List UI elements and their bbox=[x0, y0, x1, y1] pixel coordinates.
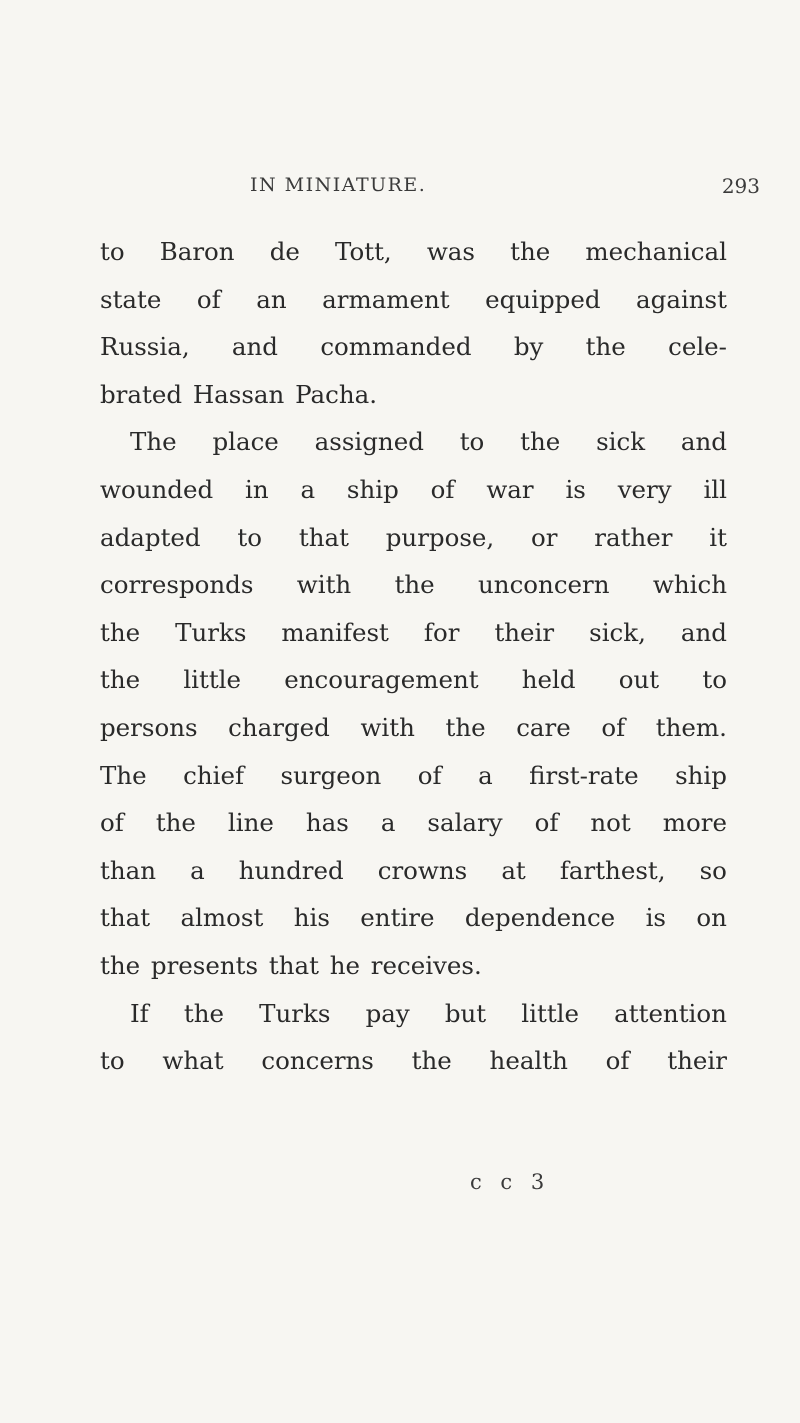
page-header bbox=[100, 174, 760, 214]
signature-mark: c c 3 bbox=[470, 1170, 551, 1194]
word: almost bbox=[180, 903, 264, 933]
text-line: brated Hassan Pacha. bbox=[100, 379, 377, 409]
word: the bbox=[100, 617, 141, 647]
word: attention bbox=[614, 998, 727, 1028]
word: the bbox=[585, 332, 626, 362]
word: The bbox=[100, 760, 147, 790]
word: the bbox=[445, 712, 486, 742]
word: pay bbox=[365, 998, 410, 1028]
word: of bbox=[417, 760, 442, 790]
word: first-rate bbox=[529, 760, 639, 790]
word: and bbox=[231, 332, 278, 362]
word: that bbox=[298, 522, 349, 552]
word: de bbox=[269, 237, 300, 266]
word: out bbox=[618, 665, 660, 695]
word: Baron bbox=[159, 237, 235, 266]
word: chief bbox=[183, 760, 245, 790]
word: has bbox=[305, 808, 349, 838]
word: of bbox=[534, 808, 559, 838]
word: not bbox=[590, 808, 631, 838]
word: armament bbox=[322, 284, 450, 314]
word: which bbox=[652, 570, 727, 600]
text-line bbox=[100, 514, 727, 562]
text-line bbox=[100, 656, 727, 704]
word: his bbox=[293, 903, 330, 933]
word: farthest, bbox=[559, 855, 666, 885]
word: more bbox=[662, 808, 727, 838]
text-line bbox=[100, 799, 727, 847]
text-line bbox=[100, 894, 727, 942]
word: If bbox=[130, 998, 149, 1028]
word: charged bbox=[228, 712, 330, 742]
word: Russia, bbox=[100, 332, 190, 362]
word: Tott, bbox=[335, 237, 392, 266]
word: the bbox=[100, 665, 141, 695]
word: state bbox=[100, 284, 162, 314]
word: the bbox=[510, 237, 551, 266]
word: for bbox=[423, 617, 460, 647]
text-line bbox=[100, 466, 727, 514]
word: a bbox=[300, 474, 316, 504]
word: to bbox=[459, 427, 485, 457]
running-head: IN MINIATURE. bbox=[250, 174, 427, 196]
word: the bbox=[183, 998, 225, 1028]
word: manifest bbox=[281, 617, 389, 647]
word: corresponds bbox=[100, 570, 254, 600]
text-line bbox=[100, 609, 727, 657]
text-line: the presents that he receives. bbox=[100, 950, 482, 980]
word: line bbox=[227, 808, 274, 838]
text-line bbox=[100, 752, 727, 800]
word: concerns bbox=[261, 1046, 374, 1076]
word: the bbox=[394, 570, 435, 600]
word: their bbox=[494, 617, 555, 647]
word: of bbox=[605, 1046, 630, 1076]
text-line bbox=[100, 228, 727, 276]
word: is bbox=[645, 903, 666, 933]
word: little bbox=[521, 998, 579, 1028]
word: is bbox=[565, 474, 586, 504]
word: to bbox=[702, 665, 727, 695]
word: Turks bbox=[175, 617, 247, 647]
word: ship bbox=[346, 474, 399, 504]
word: so bbox=[699, 855, 727, 885]
word: little bbox=[183, 665, 242, 695]
word: care bbox=[516, 712, 571, 742]
text-line bbox=[100, 561, 727, 609]
word: to bbox=[100, 237, 125, 266]
word: and bbox=[680, 617, 727, 647]
word: an bbox=[256, 284, 287, 314]
word: ship bbox=[675, 760, 727, 790]
word: The bbox=[130, 427, 177, 457]
word: purpose, bbox=[385, 522, 495, 552]
word: encouragement bbox=[284, 665, 479, 695]
word: crowns bbox=[377, 855, 468, 885]
word: against bbox=[636, 284, 727, 314]
word: with bbox=[296, 570, 352, 600]
word: but bbox=[444, 998, 487, 1028]
word: of bbox=[100, 808, 124, 838]
text-line bbox=[100, 847, 727, 895]
word: to bbox=[237, 522, 263, 552]
word: ill bbox=[703, 474, 727, 504]
page-number: 293 bbox=[721, 174, 760, 198]
word: place bbox=[212, 427, 279, 457]
body-text bbox=[100, 228, 727, 1085]
word: it bbox=[709, 522, 727, 552]
paragraph-start-line bbox=[100, 990, 727, 1038]
word: entire bbox=[360, 903, 435, 933]
word: that bbox=[100, 903, 151, 933]
word: with bbox=[360, 712, 415, 742]
word: them. bbox=[655, 712, 727, 742]
word: hundred bbox=[238, 855, 344, 885]
word: of bbox=[601, 712, 626, 742]
word: mechanical bbox=[585, 237, 727, 266]
word: the bbox=[155, 808, 196, 838]
word: commanded bbox=[320, 332, 472, 362]
word: of bbox=[196, 284, 221, 314]
word: their bbox=[667, 1046, 727, 1076]
word: and bbox=[680, 427, 727, 457]
word: by bbox=[513, 332, 544, 362]
word: a bbox=[380, 808, 396, 838]
word: surgeon bbox=[280, 760, 382, 790]
text-line bbox=[100, 323, 727, 371]
word: the bbox=[411, 1046, 452, 1076]
word: health bbox=[489, 1046, 568, 1076]
word: or bbox=[531, 522, 558, 552]
text-line bbox=[100, 704, 727, 752]
paragraph-start-line bbox=[100, 418, 727, 466]
word: was bbox=[426, 237, 475, 266]
word: of bbox=[430, 474, 455, 504]
word: a bbox=[478, 760, 493, 790]
word: held bbox=[521, 665, 576, 695]
word: sick bbox=[596, 427, 646, 457]
word: the bbox=[520, 427, 561, 457]
word: persons bbox=[100, 712, 198, 742]
word: dependence bbox=[464, 903, 616, 933]
word: equipped bbox=[485, 284, 601, 314]
word: unconcern bbox=[478, 570, 610, 600]
word: rather bbox=[594, 522, 673, 552]
word: assigned bbox=[314, 427, 424, 457]
word: a bbox=[190, 855, 205, 885]
word: sick, bbox=[589, 617, 646, 647]
word: wounded bbox=[100, 474, 214, 504]
word: Turks bbox=[259, 998, 331, 1028]
word: very bbox=[617, 474, 672, 504]
word: to bbox=[100, 1046, 125, 1076]
word: cele- bbox=[668, 332, 727, 362]
word: adapted bbox=[100, 522, 201, 552]
word: war bbox=[486, 474, 534, 504]
word: than bbox=[100, 855, 157, 885]
text-line bbox=[100, 1037, 727, 1085]
word: in bbox=[245, 474, 269, 504]
text-line bbox=[100, 276, 727, 324]
word: on bbox=[696, 903, 727, 933]
word: salary bbox=[427, 808, 503, 838]
word: at bbox=[501, 855, 526, 885]
word: what bbox=[162, 1046, 224, 1076]
